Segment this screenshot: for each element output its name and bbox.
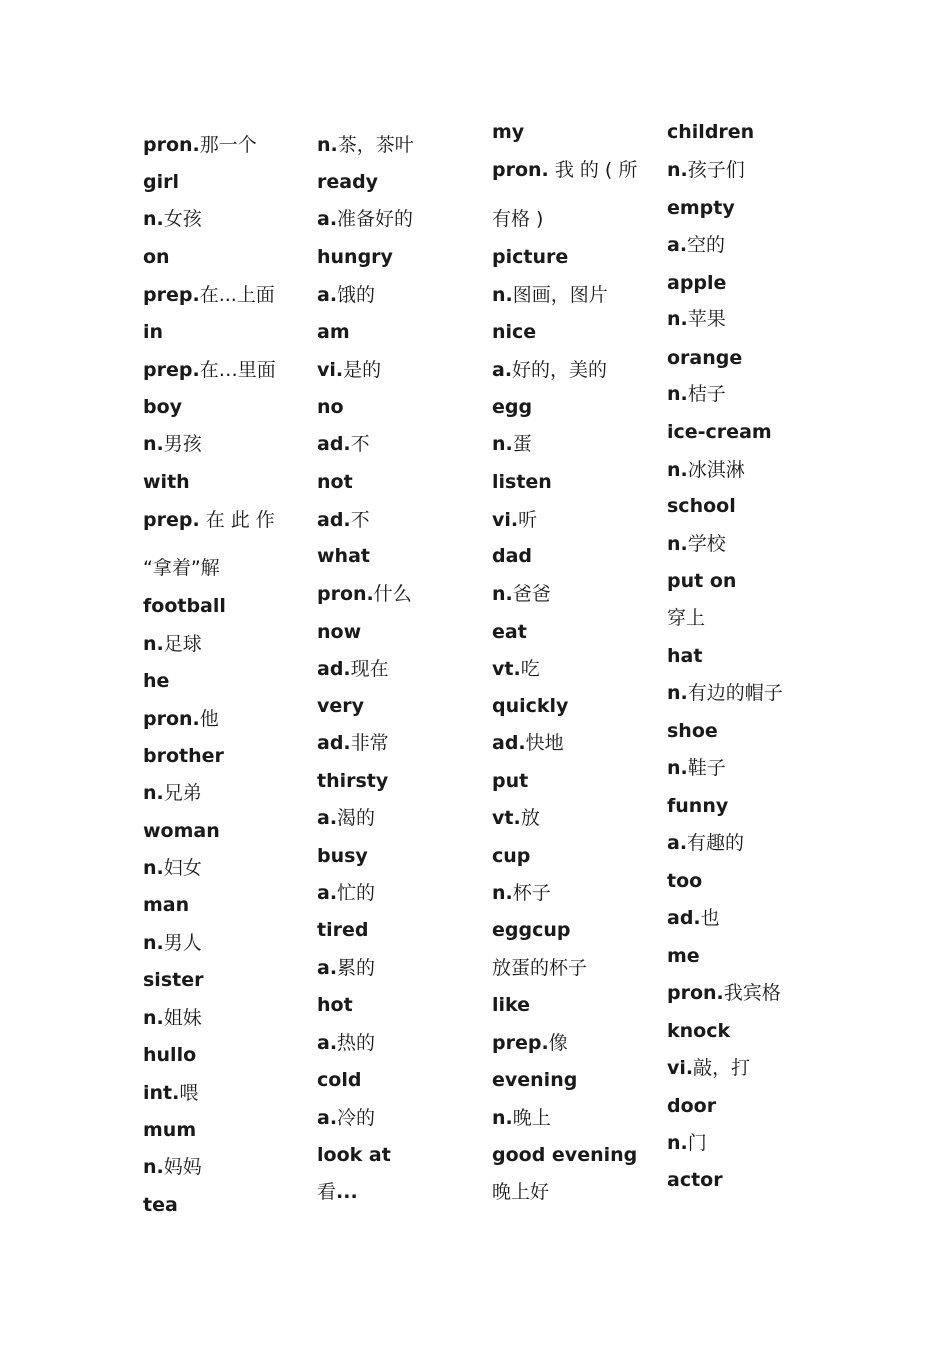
vocab-word xyxy=(143,470,190,494)
chinese-meaning: 有趣的 xyxy=(687,832,745,854)
english-word: children xyxy=(667,121,755,143)
english-word: cold xyxy=(317,1069,362,1091)
part-of-speech: n. xyxy=(492,583,513,605)
english-word: school xyxy=(667,495,736,517)
chinese-meaning: 男人 xyxy=(163,932,202,954)
vocab-word xyxy=(667,271,726,295)
chinese-meaning: 是的 xyxy=(343,359,382,381)
chinese-meaning: 看 xyxy=(317,1181,337,1203)
english-word: girl xyxy=(143,171,179,193)
part-of-speech: n. xyxy=(667,159,688,181)
chinese-meaning: 忙的 xyxy=(337,882,376,904)
part-of-speech: n. xyxy=(143,1156,164,1178)
vocab-definition xyxy=(492,1031,568,1055)
vocab-definition xyxy=(492,881,551,905)
english-word: brother xyxy=(143,745,224,767)
chinese-meaning: 鞋子 xyxy=(687,757,726,779)
vocab-definition xyxy=(492,158,637,182)
part-of-speech: ad. xyxy=(492,732,526,754)
vocab-word xyxy=(317,694,364,718)
part-of-speech: n. xyxy=(143,932,164,954)
english-word: egg xyxy=(492,396,533,418)
english-word: door xyxy=(667,1095,717,1117)
chinese-meaning: 渴的 xyxy=(337,807,376,829)
english-word: mum xyxy=(143,1119,197,1141)
chinese-meaning: 空的 xyxy=(687,234,726,256)
vocab-word xyxy=(492,1143,637,1167)
vocab-definition xyxy=(317,207,413,231)
english-word: man xyxy=(143,894,190,916)
vocab-definition xyxy=(317,133,414,157)
vocab-word xyxy=(667,1019,730,1043)
part-of-speech: a. xyxy=(317,284,338,306)
vocab-definition xyxy=(143,707,219,731)
vocab-definition xyxy=(317,283,375,307)
vocab-word xyxy=(143,594,226,618)
vocab-definition xyxy=(143,358,276,382)
chinese-meaning: 妈妈 xyxy=(163,1156,202,1178)
chinese-meaning: 我 的 ( 所 xyxy=(548,159,638,181)
part-of-speech: a. xyxy=(317,1107,338,1129)
vocab-word xyxy=(667,120,754,144)
chinese-meaning: “拿着”解 xyxy=(143,557,220,579)
vocab-word xyxy=(492,395,532,419)
chinese-meaning: 他 xyxy=(199,708,219,730)
vocab-word xyxy=(143,170,179,194)
vocab-word xyxy=(317,470,353,494)
english-word: woman xyxy=(143,820,220,842)
vocab-word xyxy=(317,620,361,644)
vocab-word xyxy=(317,769,388,793)
vocab-definition xyxy=(667,382,726,406)
vocab-word xyxy=(667,644,702,668)
vocab-definition xyxy=(667,981,781,1005)
chinese-meaning: 晚上好 xyxy=(492,1181,550,1203)
english-word: apple xyxy=(667,272,727,294)
chinese-meaning: 现在 xyxy=(350,658,389,680)
vocab-definition xyxy=(492,956,587,980)
vocab-word xyxy=(667,196,735,220)
vocab-word xyxy=(143,744,224,768)
chinese-meaning: 冰淇淋 xyxy=(687,459,745,481)
vocab-word xyxy=(492,1068,577,1092)
vocab-definition xyxy=(667,307,726,331)
english-word: boy xyxy=(143,396,183,418)
vocab-definition xyxy=(667,906,720,930)
chinese-meaning: 门 xyxy=(687,1132,707,1154)
part-of-speech: ad. xyxy=(317,658,351,680)
vocab-definition xyxy=(143,632,202,656)
vocab-definition xyxy=(317,358,381,382)
vocab-word xyxy=(492,245,568,269)
part-of-speech: vi. xyxy=(317,359,344,381)
vocab-word xyxy=(492,844,530,868)
vocab-definition xyxy=(143,781,202,805)
chinese-meaning: 在 此 作 xyxy=(199,509,275,531)
chinese-meaning: 姐妹 xyxy=(163,1007,202,1029)
english-word: evening xyxy=(492,1069,578,1091)
chinese-meaning: 苹果 xyxy=(687,308,726,330)
vocab-word xyxy=(667,794,728,818)
part-of-speech: n. xyxy=(317,134,338,156)
chinese-meaning: 那一个 xyxy=(199,134,257,156)
vocab-definition xyxy=(667,233,725,257)
vocab-definition xyxy=(492,731,564,755)
chinese-meaning: 妇女 xyxy=(163,857,202,879)
part-of-speech: a. xyxy=(317,957,338,979)
chinese-meaning: 不 xyxy=(350,509,370,531)
part-of-speech: n. xyxy=(143,1007,164,1029)
vocab-word xyxy=(143,968,203,992)
vocab-word xyxy=(492,320,536,344)
part-of-speech: n. xyxy=(667,1132,688,1154)
part-of-speech: prep. xyxy=(143,284,200,306)
chinese-meaning: 饿的 xyxy=(337,284,376,306)
english-word: me xyxy=(667,945,700,967)
vocab-definition xyxy=(143,1155,202,1179)
chinese-meaning: 放蛋的杯子 xyxy=(492,957,588,979)
vocab-definition xyxy=(667,532,726,556)
vocab-definition xyxy=(143,556,220,580)
english-word: look at xyxy=(317,1144,391,1166)
chinese-meaning: 杯子 xyxy=(512,882,551,904)
part-of-speech: a. xyxy=(317,882,338,904)
part-of-speech: a. xyxy=(317,1032,338,1054)
chinese-meaning: 吃 xyxy=(520,658,540,680)
chinese-meaning: 放 xyxy=(520,807,540,829)
vocab-word xyxy=(492,544,532,568)
vocab-definition xyxy=(317,1031,375,1055)
vocab-word xyxy=(143,819,220,843)
english-word: my xyxy=(492,121,525,143)
chinese-meaning: 我宾格 xyxy=(723,982,781,1004)
vocab-word xyxy=(317,245,393,269)
vocab-word xyxy=(143,320,163,344)
vocab-word xyxy=(143,893,189,917)
chinese-meaning: 有边的帽子 xyxy=(687,682,783,704)
vocab-word xyxy=(143,1118,196,1142)
english-word: too xyxy=(667,870,703,892)
vocab-word xyxy=(492,769,528,793)
vocab-word xyxy=(143,1043,196,1067)
part-of-speech: n. xyxy=(492,1107,513,1129)
english-word: quickly xyxy=(492,695,569,717)
chinese-meaning: 准备好的 xyxy=(337,208,414,230)
part-of-speech: a. xyxy=(667,234,688,256)
chinese-meaning: 在...上面 xyxy=(199,284,275,306)
english-word: with xyxy=(143,471,190,493)
english-word: listen xyxy=(492,471,552,493)
english-word: cup xyxy=(492,845,531,867)
part-of-speech: ad. xyxy=(317,433,351,455)
part-of-speech: pron. xyxy=(667,982,724,1004)
vocab-definition xyxy=(143,856,202,880)
vocab-word xyxy=(317,993,353,1017)
vocab-word xyxy=(143,395,182,419)
chinese-meaning: 累的 xyxy=(337,957,376,979)
chinese-meaning: 快地 xyxy=(525,732,564,754)
chinese-meaning: 不 xyxy=(350,433,370,455)
vocab-word xyxy=(492,470,552,494)
english-word: no xyxy=(317,396,344,418)
vocab-word xyxy=(317,320,350,344)
chinese-meaning: 听 xyxy=(518,509,538,531)
chinese-meaning: 敲，打 xyxy=(693,1057,751,1079)
english-word: funny xyxy=(667,795,729,817)
english-word: hungry xyxy=(317,246,393,268)
part-of-speech: int. xyxy=(143,1082,180,1104)
english-word: eat xyxy=(492,621,527,643)
chinese-meaning: 冷的 xyxy=(337,1107,376,1129)
vocab-definition xyxy=(492,806,540,830)
chinese-meaning: 穿上 xyxy=(667,607,706,629)
part-of-speech: n. xyxy=(143,633,164,655)
vocab-definition xyxy=(492,1180,549,1204)
english-word: not xyxy=(317,471,353,493)
vocab-definition xyxy=(667,606,705,630)
vocab-word xyxy=(667,346,742,370)
chinese-meaning: 热的 xyxy=(337,1032,376,1054)
vocab-word xyxy=(143,245,170,269)
part-of-speech: a. xyxy=(317,208,338,230)
english-word: eggcup xyxy=(492,919,571,941)
chinese-meaning: 好的，美的 xyxy=(512,359,608,381)
part-of-speech: a. xyxy=(317,807,338,829)
english-word: put on xyxy=(667,570,737,592)
part-of-speech: prep. xyxy=(143,359,200,381)
part-of-speech: n. xyxy=(143,433,164,455)
part-of-speech: vi. xyxy=(492,509,519,531)
part-of-speech: a. xyxy=(667,832,688,854)
chinese-meaning: 像 xyxy=(548,1032,568,1054)
part-of-speech: n. xyxy=(143,857,164,879)
part-of-speech: vt. xyxy=(492,658,521,680)
part-of-speech: n. xyxy=(143,782,164,804)
english-word: sister xyxy=(143,969,204,991)
vocab-word xyxy=(143,1193,178,1217)
part-of-speech: n. xyxy=(492,882,513,904)
part-of-speech: ad. xyxy=(317,509,351,531)
vocab-word xyxy=(667,494,736,518)
english-word: very xyxy=(317,695,365,717)
part-of-speech: n. xyxy=(492,433,513,455)
english-word: what xyxy=(317,545,370,567)
chinese-meaning: 非常 xyxy=(350,732,389,754)
vocab-definition xyxy=(317,582,412,606)
vocab-word xyxy=(317,918,368,942)
vocab-word xyxy=(492,694,568,718)
vocab-definition xyxy=(317,508,370,532)
vocab-definition xyxy=(667,158,745,182)
english-word: football xyxy=(143,595,226,617)
vocab-word xyxy=(317,395,344,419)
vocab-word xyxy=(667,944,700,968)
part-of-speech: n. xyxy=(143,208,164,230)
vocab-definition xyxy=(492,508,537,532)
part-of-speech: n. xyxy=(667,682,688,704)
vocab-definition xyxy=(667,1056,750,1080)
part-of-speech: vi. xyxy=(667,1057,694,1079)
part-of-speech: pron. xyxy=(317,583,374,605)
chinese-meaning: 晚上 xyxy=(512,1107,551,1129)
english-word: nice xyxy=(492,321,537,343)
vocab-definition xyxy=(143,133,257,157)
vocab-word xyxy=(492,918,570,942)
part-of-speech: prep. xyxy=(143,509,200,531)
vocab-definition xyxy=(317,432,370,456)
part-of-speech: pron. xyxy=(143,134,200,156)
part-of-speech: n. xyxy=(667,459,688,481)
vocab-definition xyxy=(317,806,375,830)
vocab-definition xyxy=(143,283,275,307)
vocab-word xyxy=(667,569,736,593)
vocab-definition xyxy=(143,508,275,532)
chinese-meaning: 什么 xyxy=(373,583,412,605)
english-word: tea xyxy=(143,1194,178,1216)
vocab-definition xyxy=(667,681,783,705)
vocab-word xyxy=(492,620,527,644)
english-word: thirsty xyxy=(317,770,389,792)
english-word: ice-cream xyxy=(667,421,772,443)
vocab-word xyxy=(143,669,169,693)
english-word: orange xyxy=(667,347,743,369)
vocab-definition xyxy=(143,1081,198,1105)
vocab-definition xyxy=(143,931,202,955)
vocab-definition xyxy=(667,458,745,482)
chinese-meaning: 女孩 xyxy=(163,208,202,230)
vocab-word xyxy=(667,420,772,444)
english-word: knock xyxy=(667,1020,731,1042)
english-word: shoe xyxy=(667,720,718,742)
part-of-speech: a. xyxy=(492,359,513,381)
part-of-speech: prep. xyxy=(492,1032,549,1054)
part-of-speech: ad. xyxy=(667,907,701,929)
english-word: he xyxy=(143,670,170,692)
vocab-definition xyxy=(667,1131,707,1155)
vocab-word xyxy=(667,869,702,893)
vocab-word xyxy=(317,170,378,194)
vocab-word xyxy=(317,844,368,868)
english-word: on xyxy=(143,246,170,268)
vocab-definition xyxy=(667,756,726,780)
vocab-definition xyxy=(317,881,375,905)
vocab-word xyxy=(667,1094,716,1118)
vocab-definition xyxy=(317,956,375,980)
vocab-definition xyxy=(143,432,202,456)
english-word: ready xyxy=(317,171,379,193)
chinese-meaning: 在…里面 xyxy=(199,359,276,381)
part-of-speech: n. xyxy=(492,284,513,306)
english-word: am xyxy=(317,321,350,343)
english-word: now xyxy=(317,621,362,643)
vocab-word xyxy=(492,120,524,144)
vocab-word xyxy=(317,544,370,568)
vocab-definition xyxy=(492,358,607,382)
chinese-meaning: 男孩 xyxy=(163,433,202,455)
vocab-word xyxy=(317,1068,361,1092)
part-of-speech: ad. xyxy=(317,732,351,754)
vocab-definition xyxy=(143,1006,202,1030)
vocab-word xyxy=(317,1143,391,1167)
chinese-meaning: 桔子 xyxy=(687,383,726,405)
part-of-speech: n. xyxy=(667,383,688,405)
vocab-definition xyxy=(492,657,540,681)
chinese-meaning: 喂 xyxy=(179,1082,199,1104)
vocab-word xyxy=(667,1168,723,1192)
english-word: empty xyxy=(667,197,735,219)
chinese-meaning: 也 xyxy=(700,907,720,929)
vocab-definition xyxy=(492,582,551,606)
chinese-meaning: 茶，茶叶 xyxy=(337,134,414,156)
vocab-definition xyxy=(492,207,543,231)
english-word: put xyxy=(492,770,529,792)
chinese-meaning: 学校 xyxy=(687,533,726,555)
chinese-meaning: 孩子们 xyxy=(687,159,745,181)
english-word: actor xyxy=(667,1169,723,1191)
part-of-speech: pron. xyxy=(143,708,200,730)
english-word: picture xyxy=(492,246,569,268)
english-word: tired xyxy=(317,919,369,941)
chinese-meaning: 爸爸 xyxy=(512,583,551,605)
part-of-speech: n. xyxy=(667,533,688,555)
chinese-meaning: 图画，图片 xyxy=(512,284,608,306)
vocab-definition xyxy=(492,1106,551,1130)
chinese-meaning: 有格 ) xyxy=(492,208,544,230)
vocab-definition xyxy=(492,432,532,456)
part-of-speech: pron. xyxy=(492,159,549,181)
english-word: busy xyxy=(317,845,368,867)
english-word: good evening xyxy=(492,1144,638,1166)
vocab-definition xyxy=(667,831,744,855)
chinese-meaning: 蛋 xyxy=(512,433,532,455)
english-word: dad xyxy=(492,545,533,567)
english-word: hullo xyxy=(143,1044,197,1066)
part-of-speech: vt. xyxy=(492,807,521,829)
part-of-speech: n. xyxy=(667,308,688,330)
vocab-word xyxy=(667,719,718,743)
english-word: hat xyxy=(667,645,703,667)
ellipsis-suffix: ... xyxy=(336,1181,358,1203)
english-word: in xyxy=(143,321,164,343)
vocab-definition xyxy=(317,1106,375,1130)
vocab-word xyxy=(492,993,530,1017)
vocab-definition xyxy=(317,657,389,681)
chinese-meaning: 兄弟 xyxy=(163,782,202,804)
vocab-definition xyxy=(143,207,202,231)
english-word: hot xyxy=(317,994,353,1016)
part-of-speech: n. xyxy=(667,757,688,779)
vocab-definition xyxy=(317,1180,358,1204)
english-word: like xyxy=(492,994,531,1016)
vocab-definition xyxy=(317,731,389,755)
vocab-definition xyxy=(492,283,608,307)
chinese-meaning: 足球 xyxy=(163,633,202,655)
